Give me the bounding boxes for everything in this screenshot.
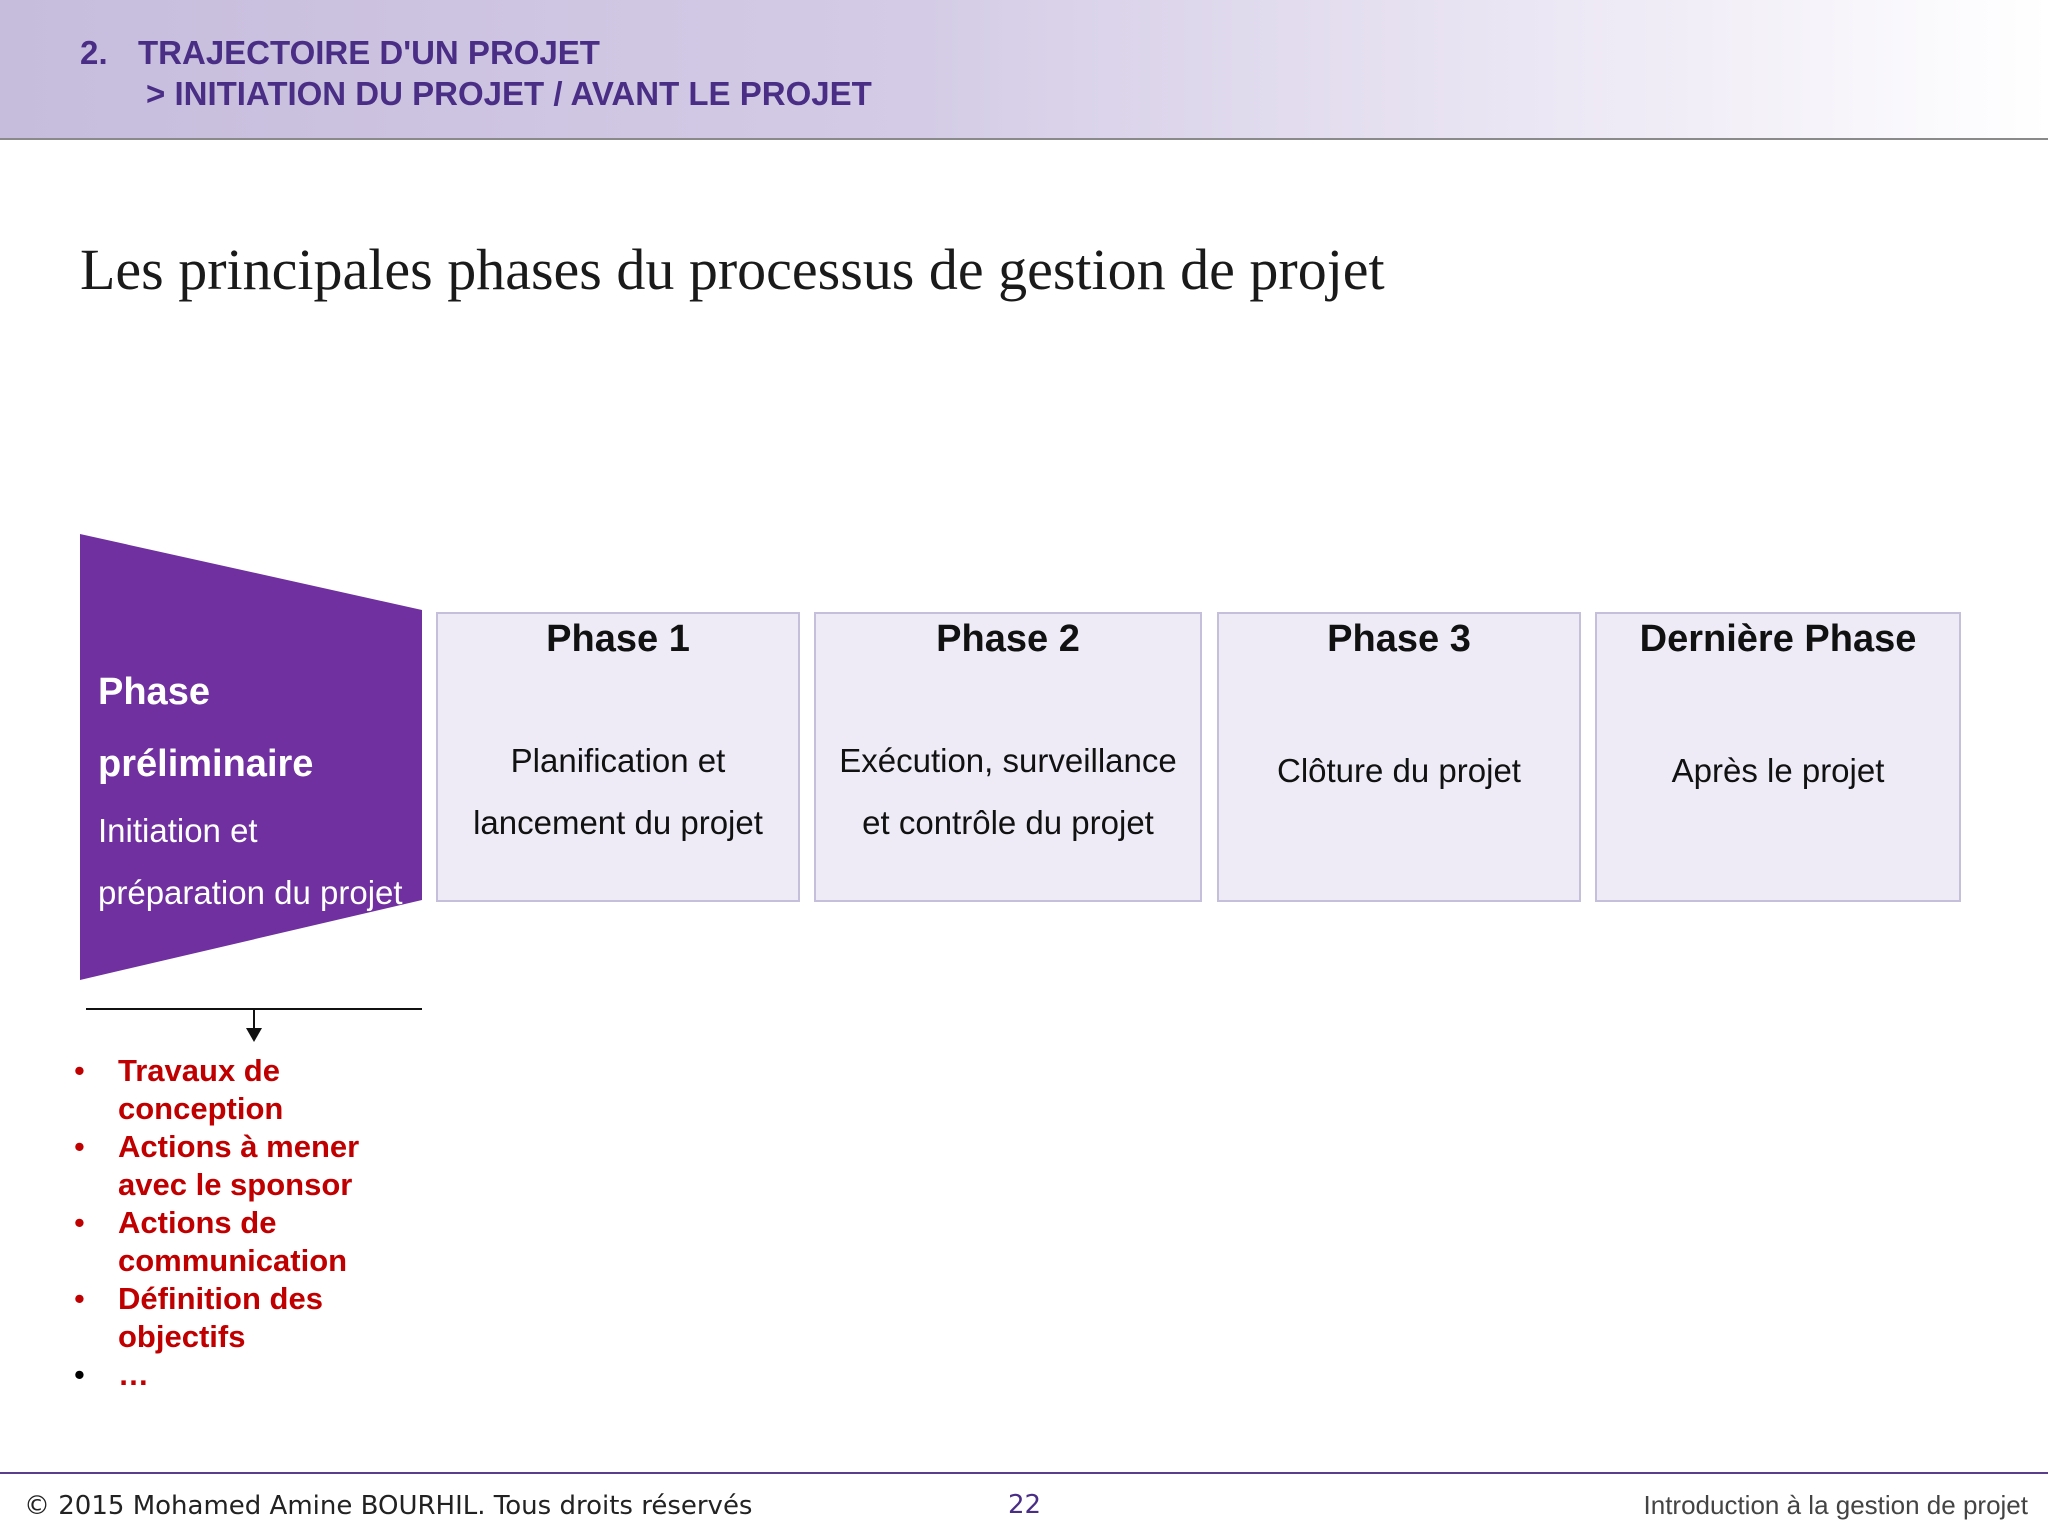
list-item-line2: communication	[118, 1243, 348, 1278]
list-item-line2: avec le sponsor	[118, 1167, 353, 1202]
footer-copyright: © 2015 Mohamed Amine BOURHIL. Tous droits réservés	[24, 1491, 753, 1521]
preliminary-desc-line1: Initiation et	[98, 812, 258, 849]
phase-1-box	[436, 612, 800, 902]
list-item-line1: Définition des	[118, 1281, 323, 1316]
bullet-icon: •	[74, 1205, 85, 1240]
phase-desc-line2: et contrôle du projet	[862, 804, 1154, 841]
list-item	[74, 1280, 418, 1356]
preliminary-desc-line2: préparation du projet	[98, 874, 403, 911]
list-item-line1: Actions de	[118, 1205, 277, 1240]
preliminary-phase	[98, 656, 403, 924]
bullet-icon: •	[74, 1357, 85, 1392]
list-item-line2: conception	[118, 1091, 284, 1126]
phase-desc-line1: Exécution, surveillance	[839, 742, 1177, 779]
phase-3-box	[1217, 612, 1581, 902]
bullet-icon: •	[74, 1129, 85, 1164]
phase-label: Phase 1	[546, 618, 690, 660]
list-item-line1: Actions à mener	[118, 1129, 360, 1164]
last-phase-box	[1595, 612, 1961, 902]
bullet-icon: •	[74, 1053, 85, 1088]
phase-2-box	[814, 612, 1202, 902]
section-subtitle: > INITIATION DU PROJET / AVANT LE PROJET	[146, 75, 872, 112]
footer-divider	[0, 1472, 2048, 1474]
list-item	[74, 1356, 418, 1394]
list-item-line2: objectifs	[118, 1319, 246, 1354]
list-item-line1: Travaux de	[118, 1053, 280, 1088]
phase-desc-line1: Après le projet	[1671, 752, 1885, 789]
phase-label: Phase 3	[1327, 618, 1471, 660]
preliminary-title-line1: Phase	[98, 671, 210, 713]
list-item	[74, 1128, 418, 1204]
phase-label: Phase 2	[936, 618, 1080, 660]
list-item	[74, 1204, 418, 1280]
phase-label: Dernière Phase	[1639, 618, 1917, 660]
down-arrow-icon	[86, 1000, 426, 1046]
phase-desc-line2: lancement du projet	[473, 804, 763, 841]
header-band	[0, 0, 2048, 140]
bullet-icon: •	[74, 1281, 85, 1316]
phase-desc-line1: Planification et	[510, 742, 726, 779]
preliminary-tasks-list	[74, 1052, 418, 1394]
footer-course-title: Introduction à la gestion de projet	[1643, 1490, 2028, 1520]
list-item-line1: …	[118, 1357, 149, 1392]
page-number: 22	[1008, 1490, 1042, 1520]
section-number: 2.	[80, 34, 108, 71]
phase-desc-line1: Clôture du projet	[1277, 752, 1521, 789]
section-title: TRAJECTOIRE D'UN PROJET	[138, 34, 600, 71]
slide-title: Les principales phases du processus de gestion de projet	[80, 237, 1385, 302]
list-item	[74, 1052, 418, 1128]
preliminary-title-line2: préliminaire	[98, 743, 314, 785]
